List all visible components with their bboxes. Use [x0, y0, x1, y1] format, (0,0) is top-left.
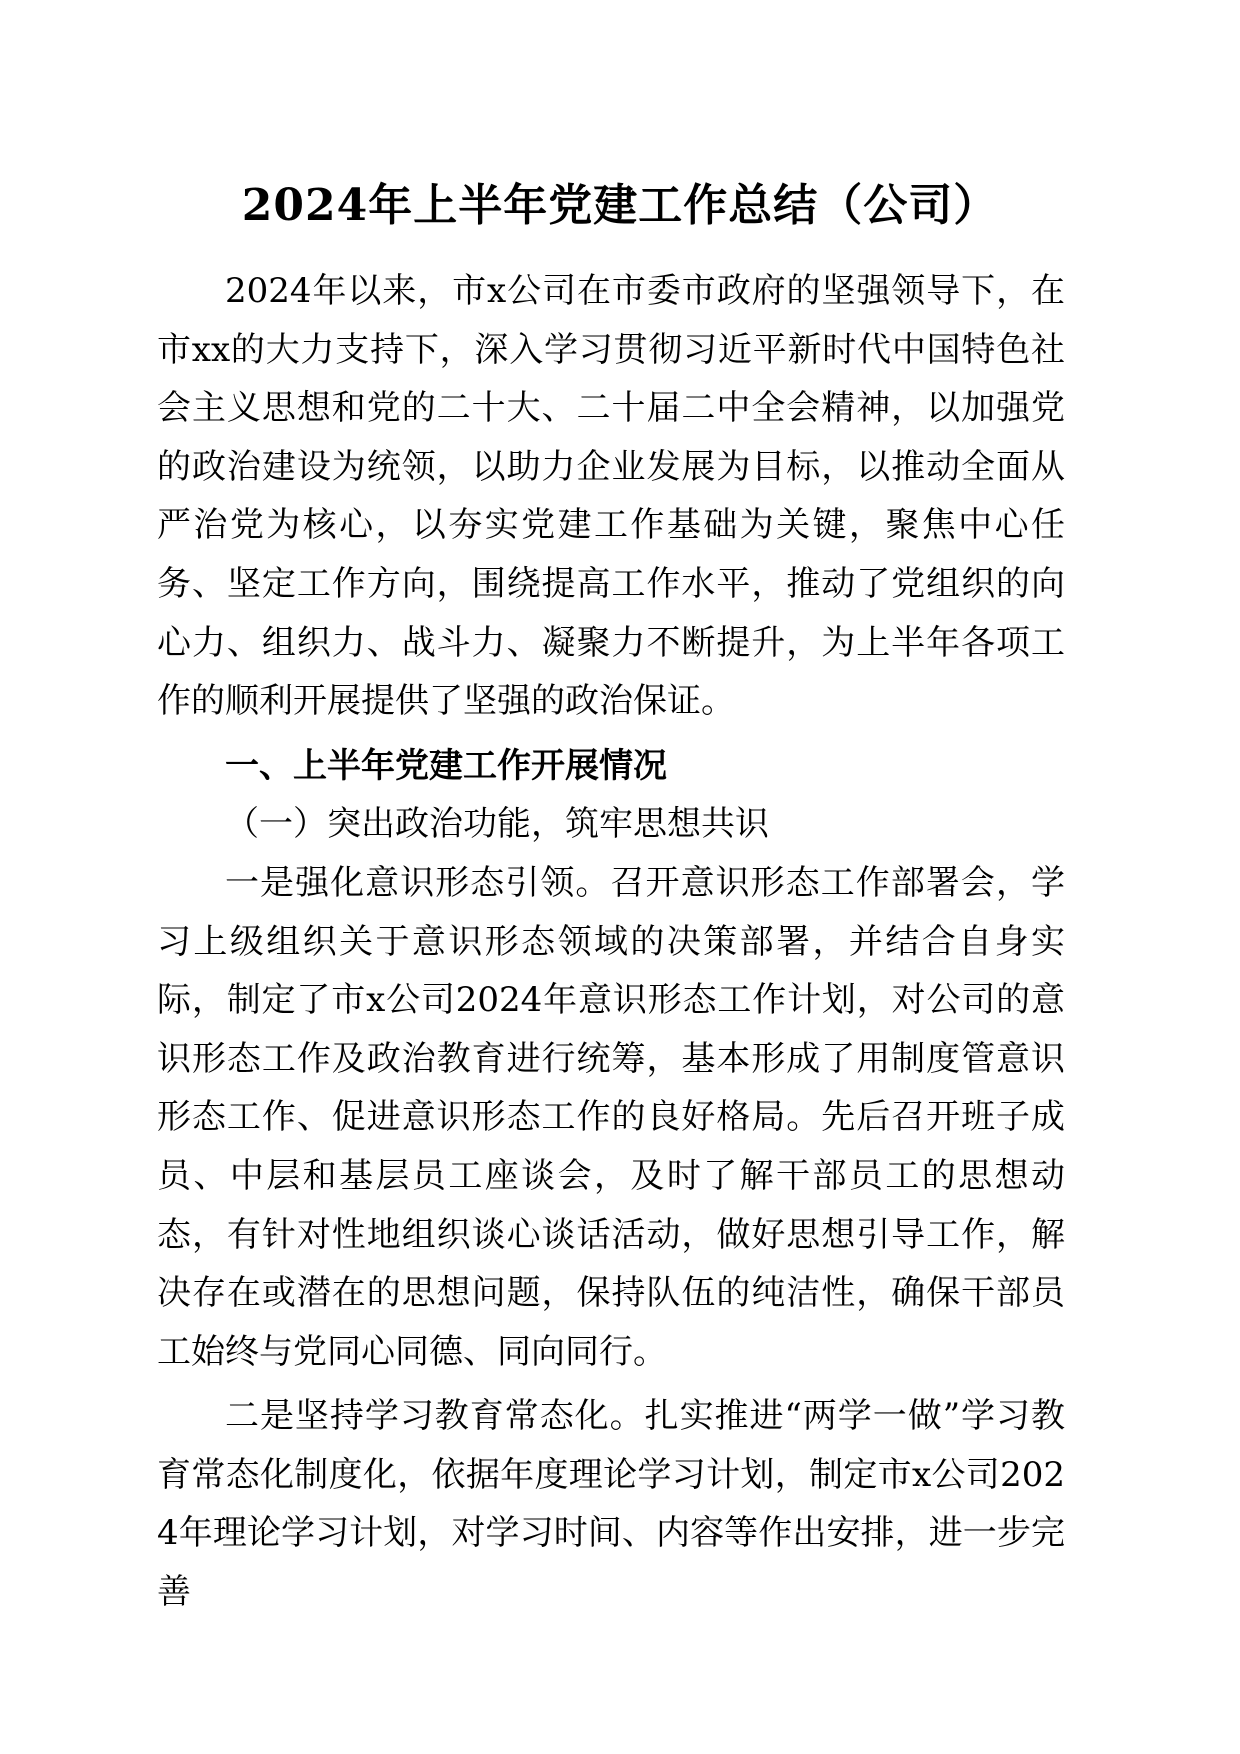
document-title: 2024年上半年党建工作总结（公司）: [241, 180, 999, 231]
subsection-heading: （一）突出政治功能，筑牢思想共识: [225, 804, 769, 845]
body-paragraph: 二是坚持学习教育常态化。扎实推进“两学一做”学习教育常态化制度化，依据年度理论学习计划，制定市x公司2024年理论学习计划，对学习时间、内容等作出安排，进一步完善: [157, 1396, 1065, 1613]
section-heading: 一、上半年党建工作开展情况: [225, 745, 667, 786]
document-body: [157, 262, 1065, 1622]
intro-paragraph: 2024年以来，市x公司在市委市政府的坚强领导下，在市xx的大力支持下，深入学习贯彻习近平新时代中国特色社会主义思想和党的二十大、二十届二中全会精神，以加强党的政治建设为统领，以助力企业发展为目标，以推动全面从严治党为核心，以夯实党建工作基础为关键，聚焦中心任务、坚定工作方向，围绕提高工作水平，推动了党组织的向心力、组织力、战斗力、凝聚力不断提升，为上半年各项工作的顺利开展提供了坚强的政治保证。: [157, 271, 1065, 722]
body-paragraph: 一是强化意识形态引领。召开意识形态工作部署会，学习上级组织关于意识形态领域的决策部署，并结合自身实际，制定了市x公司2024年意识形态工作计划，对公司的意识形态工作及政治教育进行统筹，基本形成了用制度管意识形态工作、促进意识形态工作的良好格局。先后召开班子成员、中层和基层员工座谈会，及时了解干部员工的思想动态，有针对性地组织谈心谈话活动，做好思想引导工作，解决存在或潜在的思想问题，保持队伍的纯洁性，确保干部员工始终与党同心同德、同向同行。: [157, 862, 1065, 1372]
